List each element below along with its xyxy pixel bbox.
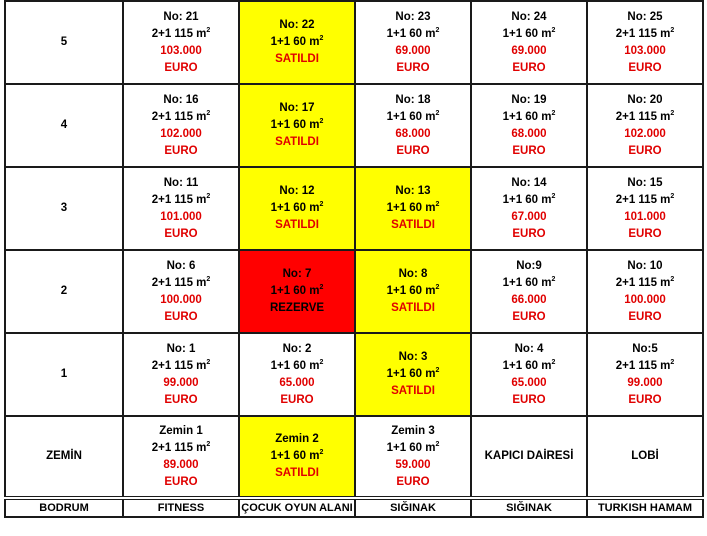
unit-number: No: 12: [279, 185, 315, 197]
unit-number: No:5: [632, 342, 658, 355]
unit-number: No: 22: [279, 19, 315, 31]
unit-cell: [471, 250, 587, 333]
unit-status: EURO: [628, 310, 662, 323]
unit-type: 2+1 115 $m^2$: [615, 26, 675, 40]
unit-type: 1+1 60 $m^2$: [502, 109, 556, 123]
unit-number: No: 14: [511, 176, 547, 189]
unit-status: EURO: [396, 144, 430, 157]
unit-type: 1+1 60 $m^2$: [386, 26, 440, 40]
unit-price: 65.000: [279, 376, 315, 389]
unit-number: No: 24: [511, 10, 547, 23]
unit-price: 65.000: [511, 376, 547, 389]
unit-type: 1+1 60 $m^2$: [502, 358, 556, 372]
unit-type: 1+1 60 $m^2$: [386, 201, 440, 214]
unit-status: EURO: [396, 475, 430, 488]
basement-facility: SIĞINAK: [471, 498, 587, 517]
unit-status: EURO: [164, 227, 198, 240]
unit-price: 101.000: [624, 210, 666, 223]
unit-status: EURO: [164, 144, 198, 157]
unit-price: 102.000: [624, 127, 666, 140]
unit-cell: [239, 167, 355, 250]
floor-label: 1: [5, 333, 123, 416]
unit-status: EURO: [164, 393, 198, 406]
unit-number: Zemin 1: [159, 424, 203, 437]
unit-status: EURO: [628, 144, 662, 157]
unit-number: No: 21: [163, 10, 199, 23]
unit-status: EURO: [512, 61, 546, 74]
unit-cell: [355, 84, 471, 167]
unit-cell: [471, 84, 587, 167]
floor-label: 3: [5, 167, 123, 250]
apartment-availability-table: [4, 0, 704, 518]
unit-type: 1+1 60 $m^2$: [386, 367, 440, 380]
unit-cell: [587, 167, 703, 250]
unit-number: No: 15: [627, 176, 663, 189]
unit-number: No: 25: [627, 10, 663, 23]
unit-number: No: 8: [398, 268, 428, 280]
unit-cell: [355, 167, 471, 250]
unit-cell: [123, 167, 239, 250]
unit-price: 68.000: [511, 127, 547, 140]
unit-status: EURO: [512, 310, 546, 323]
unit-status: EURO: [164, 475, 198, 488]
floor-row: [5, 250, 703, 333]
unit-number: No: 16: [163, 93, 199, 106]
unit-price: 99.000: [627, 376, 663, 389]
unit-status: EURO: [512, 144, 546, 157]
unit-cell: [587, 416, 703, 498]
unit-type: 1+1 60 $m^2$: [386, 284, 440, 297]
unit-cell: [239, 1, 355, 84]
unit-price: 66.000: [511, 293, 547, 306]
floor-label: ZEMİN: [5, 416, 123, 498]
unit-status: SATILDI: [275, 136, 319, 148]
unit-number: No: 10: [627, 259, 663, 272]
unit-cell: [587, 1, 703, 84]
unit-type: 2+1 115 $m^2$: [615, 358, 675, 372]
unit-price: 89.000: [163, 458, 199, 471]
basement-facility: TURKISH HAMAM: [587, 498, 703, 517]
unit-cell: [239, 84, 355, 167]
unit-status: EURO: [512, 227, 546, 240]
unit-status: SATILDI: [275, 53, 319, 65]
unit-price: 69.000: [395, 44, 431, 57]
unit-type: 2+1 115 $m^2$: [151, 275, 211, 289]
unit-type: 2+1 115 $m^2$: [615, 109, 675, 123]
unit-price: 99.000: [163, 376, 199, 389]
floor-row: [5, 84, 703, 167]
unit-cell: [471, 416, 587, 498]
ground-floor-row: [5, 416, 703, 498]
basement-row: [5, 498, 703, 517]
unit-price: 59.000: [395, 458, 431, 471]
unit-number: No: 4: [514, 342, 544, 355]
unit-type: 1+1 60 $m^2$: [502, 275, 556, 289]
floor-label: BODRUM: [5, 498, 123, 517]
unit-status: EURO: [280, 393, 314, 406]
floor-row: [5, 1, 703, 84]
unit-number: No: 3: [398, 351, 428, 363]
unit-type: 2+1 115 $m^2$: [615, 192, 675, 206]
unit-type: 2+1 115 $m^2$: [151, 358, 211, 372]
unit-status: REZERVE: [269, 302, 325, 314]
unit-price: 102.000: [160, 127, 202, 140]
unit-number: No: 7: [282, 268, 312, 280]
unit-cell: [355, 250, 471, 333]
unit-type: 1+1 60 $m^2$: [502, 26, 556, 40]
unit-type: 2+1 115 $m^2$: [151, 192, 211, 206]
unit-status: EURO: [628, 393, 662, 406]
unit-type: 1+1 60 $m^2$: [502, 192, 556, 206]
unit-cell: [355, 1, 471, 84]
unit-type: 2+1 115 $m^2$: [615, 275, 675, 289]
floor-label: 2: [5, 250, 123, 333]
unit-number: Zemin 3: [391, 424, 435, 437]
unit-number: No: 2: [282, 342, 312, 355]
unit-cell: [239, 333, 355, 416]
unit-status: EURO: [164, 61, 198, 74]
unit-type: 1+1 60 $m^2$: [270, 284, 324, 297]
unit-status: SATILDI: [391, 385, 435, 397]
unit-status: EURO: [396, 61, 430, 74]
basement-facility: ÇOCUK OYUN ALANI: [239, 498, 355, 517]
unit-cell: [123, 416, 239, 498]
unit-number: No: 13: [395, 185, 431, 197]
unit-cell: [123, 1, 239, 84]
unit-type: 1+1 60 $m^2$: [386, 440, 440, 454]
unit-number: No: 6: [166, 259, 196, 272]
unit-cell: [471, 333, 587, 416]
unit-number: Zemin 2: [275, 433, 319, 445]
unit-type: 1+1 60 $m^2$: [270, 449, 324, 462]
unit-number: No: 17: [279, 102, 315, 114]
unit-number: No: 18: [395, 93, 431, 106]
unit-status: EURO: [512, 393, 546, 406]
unit-status: SATILDI: [275, 219, 319, 231]
basement-facility: SIĞINAK: [355, 498, 471, 517]
unit-cell: [123, 84, 239, 167]
unit-status: SATILDI: [391, 219, 435, 231]
unit-type: 2+1 115 $m^2$: [151, 109, 211, 123]
unit-cell: [587, 250, 703, 333]
unit-price: 69.000: [511, 44, 547, 57]
floor-row: [5, 333, 703, 416]
unit-status: SATILDI: [275, 467, 319, 479]
unit-cell: [123, 250, 239, 333]
unit-status: EURO: [164, 310, 198, 323]
unit-cell: [239, 416, 355, 498]
unit-cell: [239, 250, 355, 333]
unit-price: 67.000: [511, 210, 547, 223]
unit-number: LOBİ: [631, 450, 659, 462]
unit-cell: [355, 333, 471, 416]
floor-label: 5: [5, 1, 123, 84]
unit-number: No: 11: [163, 176, 199, 189]
unit-status: SATILDI: [391, 302, 435, 314]
unit-cell: [355, 416, 471, 498]
unit-cell: [123, 333, 239, 416]
unit-price: 68.000: [395, 127, 431, 140]
unit-number: No: 1: [166, 342, 196, 355]
unit-price: 100.000: [160, 293, 202, 306]
unit-price: 103.000: [624, 44, 666, 57]
unit-number: No: 20: [627, 93, 663, 106]
unit-cell: [471, 167, 587, 250]
unit-type: 1+1 60 $m^2$: [270, 118, 324, 131]
unit-type: 1+1 60 $m^2$: [270, 35, 324, 48]
unit-status: EURO: [628, 227, 662, 240]
unit-number: No:9: [516, 259, 542, 272]
unit-cell: [587, 333, 703, 416]
unit-status: EURO: [628, 61, 662, 74]
unit-cell: [471, 1, 587, 84]
floor-label: 4: [5, 84, 123, 167]
unit-type: 1+1 60 $m^2$: [386, 109, 440, 123]
basement-facility: FITNESS: [123, 498, 239, 517]
unit-number: KAPICI DAİRESİ: [484, 450, 574, 462]
unit-type: 1+1 60 $m^2$: [270, 358, 324, 372]
unit-number: No: 19: [511, 93, 547, 106]
unit-number: No: 23: [395, 10, 431, 23]
unit-type: 2+1 115 $m^2$: [151, 26, 211, 40]
unit-price: 100.000: [624, 293, 666, 306]
unit-price: 101.000: [160, 210, 202, 223]
unit-type: 1+1 60 $m^2$: [270, 201, 324, 214]
unit-price: 103.000: [160, 44, 202, 57]
unit-cell: [587, 84, 703, 167]
unit-type: 2+1 115 $m^2$: [151, 440, 211, 454]
floor-row: [5, 167, 703, 250]
